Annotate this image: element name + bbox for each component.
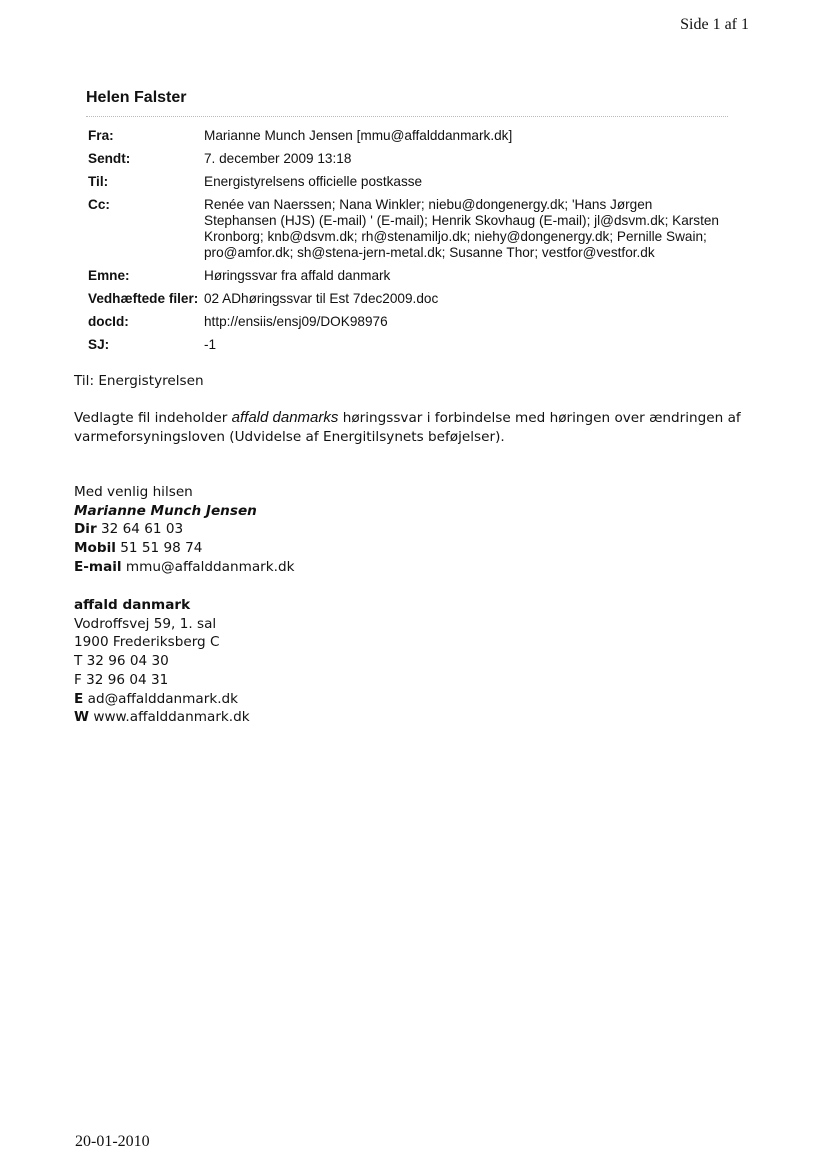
- intro-text-before: Vedlagte fil indeholder: [74, 410, 232, 426]
- company-address-line-2: 1900 Frederiksberg C: [74, 634, 220, 651]
- docid-value: http://ensiis/ensj09/DOK98976: [204, 314, 388, 329]
- attachments-value: 02 ADhøringssvar til Est 7dec2009.doc: [204, 291, 439, 306]
- cc-line: Kronborg; knb@dsvm.dk; rh@stenamiljo.dk; niehy@dongenergy.dk; Pernille Swain;: [204, 229, 707, 244]
- mobil-label: Mobil: [74, 540, 116, 557]
- company-name: affald danmark: [74, 597, 191, 613]
- company-website: [74, 708, 734, 727]
- intro-text-after: høringssvar i forbindelse med høringen over ændringen af: [338, 410, 741, 426]
- company-email-label: E: [74, 690, 84, 707]
- company-phone: T 32 96 04 30: [74, 653, 169, 670]
- company-fax: F 32 96 04 31: [74, 671, 169, 688]
- from-value: Marianne Munch Jensen [mmu@affalddanmark.dk]: [204, 128, 513, 143]
- intro-line-1: [74, 409, 741, 428]
- header-row-docid: [88, 314, 739, 337]
- closing: Med venlig hilsen: [74, 484, 193, 500]
- sent-value: 7. december 2009 13:18: [204, 151, 352, 166]
- cc-line: pro@amfor.dk; sh@stena-jern-metal.dk; Susanne Thor; vestfor@vestfor.dk: [204, 245, 655, 260]
- mobile-phone: [74, 539, 734, 558]
- subject-label: Emne:: [88, 268, 130, 283]
- print-date: 20-01-2010: [75, 1133, 150, 1150]
- sender-email: [74, 558, 734, 577]
- company-web-value: www.affalddanmark.dk: [89, 709, 250, 726]
- to-label: Til:: [88, 174, 109, 189]
- intro-brand: affald danmarks: [231, 409, 339, 426]
- dir-label: Dir: [74, 521, 97, 538]
- mailbox-owner-name: Helen Falster: [86, 89, 187, 106]
- company-address-line-1: Vodroffsvej 59, 1. sal: [74, 615, 217, 632]
- from-label: Fra:: [88, 128, 114, 143]
- intro-paragraph: [74, 409, 741, 446]
- email-label: E-mail: [74, 558, 122, 575]
- docid-label: docId:: [88, 314, 129, 329]
- header-divider: [86, 116, 728, 117]
- email-header-table: [88, 128, 739, 353]
- email-value: mmu@affalddanmark.dk: [121, 558, 295, 575]
- company-email-value: ad@affalddanmark.dk: [83, 690, 239, 707]
- signature-block: [74, 483, 734, 577]
- header-row-sj: [88, 337, 739, 353]
- header-row-to: [88, 174, 739, 197]
- greeting: Til: Energistyrelsen: [74, 373, 204, 389]
- company-email: [74, 690, 734, 709]
- company-block: [74, 596, 734, 727]
- sj-label: SJ:: [88, 337, 110, 352]
- cc-value: [204, 197, 739, 268]
- attachments-label: Vedhæftede filer:: [88, 291, 199, 306]
- cc-label: Cc:: [88, 197, 110, 212]
- header-row-cc: [88, 197, 739, 268]
- header-row-from: [88, 128, 739, 151]
- subject-value: Høringssvar fra affald danmark: [204, 268, 391, 283]
- header-row-sent: [88, 151, 739, 174]
- dir-value: 32 64 61 03: [96, 521, 184, 538]
- header-row-subject: [88, 268, 739, 291]
- company-web-label: W: [74, 709, 89, 726]
- sender-name: Marianne Munch Jensen: [74, 502, 257, 519]
- cc-line: Renée van Naerssen; Nana Winkler; niebu@dongenergy.dk; 'Hans Jørgen: [204, 197, 653, 212]
- page-number: Side 1 af 1: [680, 16, 749, 33]
- mobil-value: 51 51 98 74: [115, 540, 203, 557]
- to-value: Energistyrelsens officielle postkasse: [204, 174, 423, 189]
- intro-line-2: varmeforsyningsloven (Udvidelse af Energitilsynets beføjelser).: [74, 428, 505, 445]
- cc-line: Stephansen (HJS) (E-mail) ' (E-mail); Henrik Skovhaug (E-mail); jl@dsvm.dk; Karsten: [204, 213, 719, 228]
- header-row-attachments: [88, 291, 739, 314]
- sj-value: -1: [204, 337, 217, 352]
- dir-phone: [74, 520, 734, 539]
- sent-label: Sendt:: [88, 151, 131, 166]
